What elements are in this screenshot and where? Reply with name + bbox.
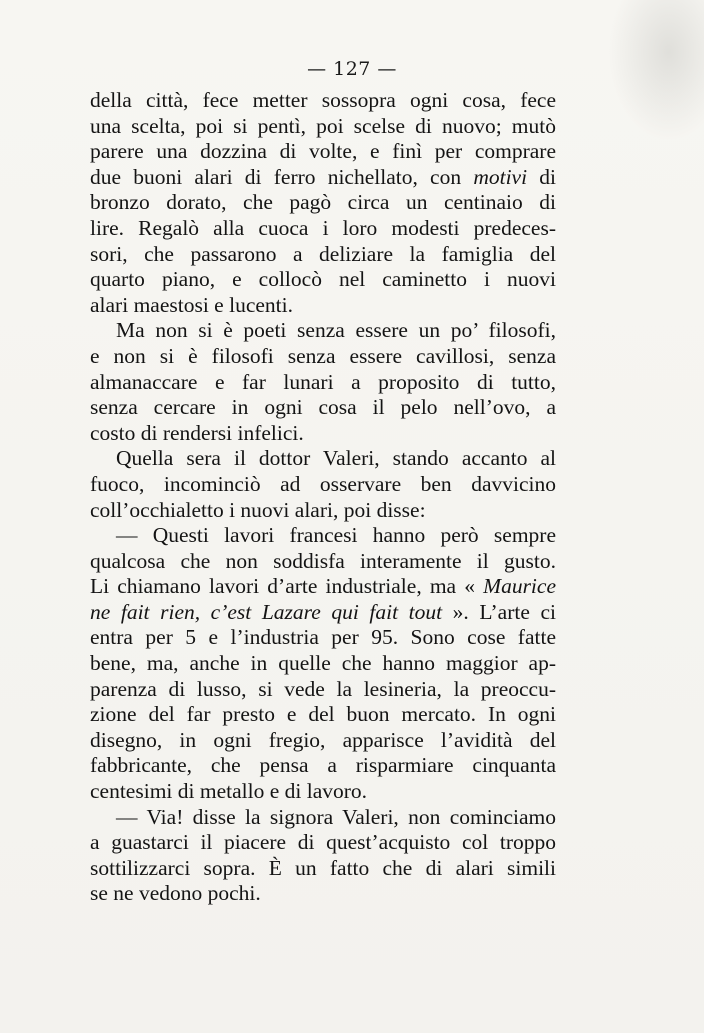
italic-text-run: ne fait rien, c’est Lazare qui fait tout <box>90 599 443 624</box>
text-line: quarto piano, e collocò nel caminetto i nuovi <box>90 267 556 292</box>
text-line: della città, fece metter sossopra ogni cosa, fece <box>90 88 556 112</box>
text-line: fuoco, incominciò ad osservare ben davvicino <box>90 471 556 496</box>
text-line: una scelta, poi si pentì, poi scelse di nuovo; mutò <box>90 113 556 138</box>
text-run: due buoni alari di ferro nichellato, con <box>90 164 474 189</box>
text-line: parenza di lusso, si vede la lesineria, la preoccu- <box>90 676 556 701</box>
italic-text-run: motivi <box>473 164 528 189</box>
text-line <box>90 574 556 600</box>
text-line: costo di rendersi infelici. <box>90 420 304 445</box>
body-text <box>90 88 556 907</box>
text-run: Li chiamano lavori d’arte industriale, ma « <box>90 574 484 599</box>
text-line: sori, che passarono a deliziare la famiglia del <box>90 241 556 266</box>
text-line: disegno, in ogni fregio, apparisce l’avidità del <box>90 727 556 752</box>
text-run: ». L’arte ci <box>442 599 556 624</box>
text-line: zione del far presto e del buon mercato. In ogni <box>90 702 556 727</box>
text-line: senza cercare in ogni cosa il pelo nell’ovo, a <box>90 395 556 420</box>
text-line: Ma non si è poeti senza essere un po’ filosofi, <box>116 318 556 343</box>
text-line: fabbricante, che pensa a risparmiare cinquanta <box>90 753 556 778</box>
text-line: qualcosa che non soddisfa interamente il gusto. <box>90 548 556 573</box>
text-line: parere una dozzina di volte, e finì per comprare <box>90 139 556 164</box>
italic-text-run: Maurice <box>483 574 556 599</box>
text-run: di <box>527 164 556 189</box>
text-line: bene, ma, anche in quelle che hanno maggior ap- <box>90 651 556 676</box>
text-line: alari maestosi e lucenti. <box>90 292 293 317</box>
page-number: — 127 — <box>307 58 397 80</box>
text-line: sottilizzarci sopra. È un fatto che di alari simili <box>90 855 556 880</box>
text-line: almanaccare e far lunari a proposito di tutto, <box>90 369 556 394</box>
text-line: bronzo dorato, che pagò circa un centinaio di <box>90 190 556 215</box>
text-line: — Questi lavori francesi hanno però sempre <box>116 523 556 548</box>
text-line: se ne vedono pochi. <box>90 881 261 906</box>
text-line: entra per 5 e l’industria per 95. Sono cose fatte <box>90 625 556 650</box>
text-line: lire. Regalò alla cuoca i loro modesti predeces- <box>90 215 556 240</box>
text-line: e non si è filosofi senza essere cavillosi, senza <box>90 343 556 368</box>
text-line <box>90 600 556 626</box>
text-line: centesimi di metallo e di lavoro. <box>90 779 368 804</box>
text-line: coll’occhialetto i nuovi alari, poi disse: <box>90 497 426 522</box>
text-line: — Via! disse la signora Valeri, non cominciamo <box>116 804 556 829</box>
text-line: Quella sera il dottor Valeri, stando accanto al <box>116 446 556 471</box>
text-line: a guastarci il piacere di quest’acquisto col troppo <box>90 830 556 855</box>
text-line <box>90 165 556 191</box>
